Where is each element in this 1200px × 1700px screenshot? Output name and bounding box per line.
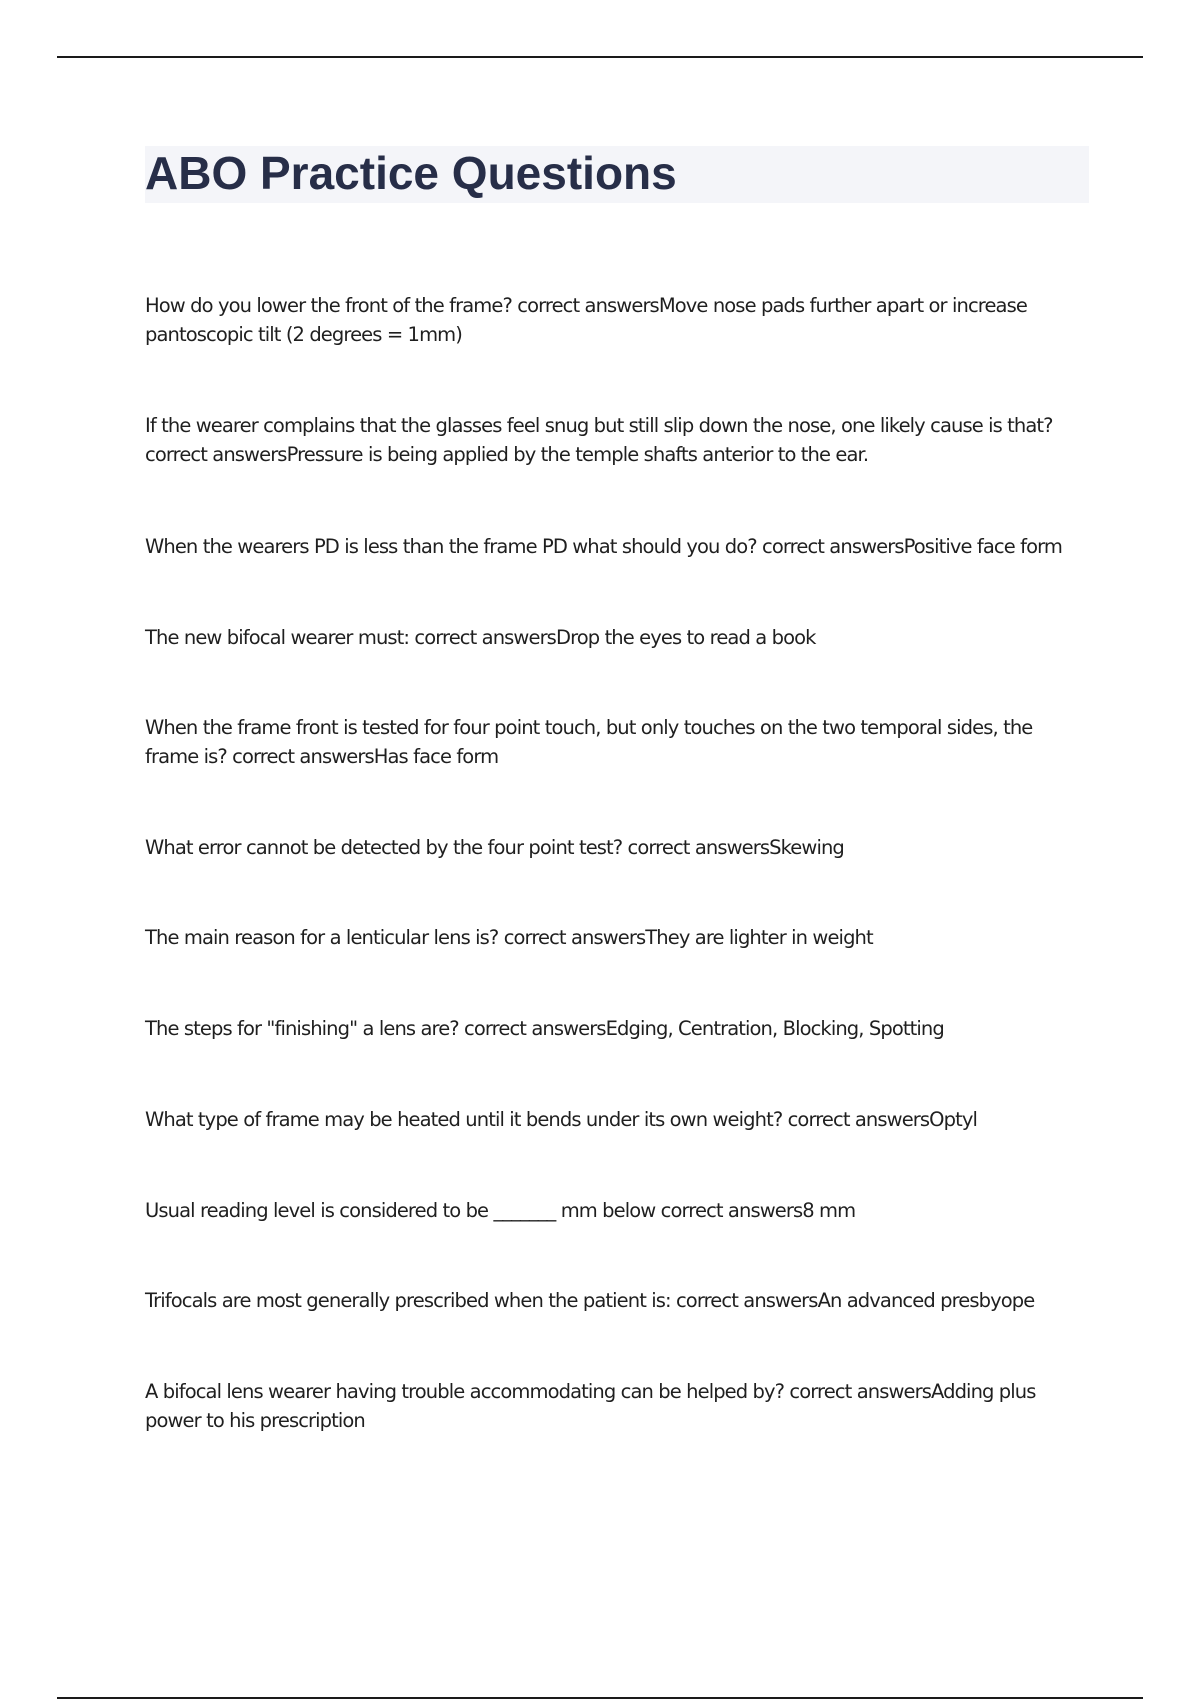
answer-label: correct answers bbox=[511, 294, 659, 317]
question-text: The new bifocal wearer must: bbox=[145, 626, 410, 649]
answer-text: An advanced presbyope bbox=[817, 1289, 1035, 1312]
qa-item bbox=[145, 291, 1080, 349]
question-text: How do you lower the front of the frame? bbox=[145, 294, 512, 317]
question-text: Usual reading level is considered to be _______ mm below bbox=[145, 1199, 656, 1222]
answer-label: correct answers bbox=[458, 1017, 606, 1040]
qa-item bbox=[145, 1377, 1080, 1435]
answer-text: 8 mm bbox=[802, 1199, 856, 1222]
bottom-divider bbox=[57, 1697, 1143, 1699]
qa-item bbox=[145, 1196, 1080, 1225]
qa-item bbox=[145, 411, 1080, 469]
qa-item bbox=[145, 1105, 1080, 1134]
page-title: ABO Practice Questions bbox=[145, 147, 677, 199]
question-text: The main reason for a lenticular lens is? bbox=[145, 926, 499, 949]
top-divider bbox=[57, 56, 1143, 58]
question-text: Trifocals are most generally prescribed when the patient is: bbox=[145, 1289, 671, 1312]
answer-label: correct answers bbox=[670, 1289, 818, 1312]
qa-item bbox=[145, 713, 1080, 771]
answer-label: correct answers bbox=[145, 443, 287, 466]
question-text: A bifocal lens wearer having trouble accommodating can be helped by? bbox=[145, 1380, 785, 1403]
answer-text: Pressure is being applied by the temple shafts anterior to the ear. bbox=[286, 443, 869, 466]
answer-text: Drop the eyes to read a book bbox=[555, 626, 816, 649]
answer-text: Edging, Centration, Blocking, Spotting bbox=[605, 1017, 944, 1040]
question-text: When the wearers PD is less than the frame PD what should you do? bbox=[145, 535, 757, 558]
answer-text: Skewing bbox=[769, 836, 844, 859]
qa-item bbox=[145, 1286, 1080, 1315]
answer-label: correct answers bbox=[655, 1199, 803, 1222]
qa-item bbox=[145, 532, 1080, 561]
question-text: When the frame front is tested for four point touch, but only touches on the two temporal sides, the frame is? bbox=[145, 716, 1033, 768]
answer-label: correct answers bbox=[226, 745, 374, 768]
answer-label: correct answers bbox=[409, 626, 556, 649]
answer-label: correct answers bbox=[782, 1108, 930, 1131]
question-text: What error cannot be detected by the four point test? bbox=[145, 836, 623, 859]
answer-label: correct answers bbox=[498, 926, 646, 949]
answer-text: Positive face form bbox=[903, 535, 1062, 558]
question-text: The steps for "finishing" a lens are? bbox=[145, 1017, 459, 1040]
answer-text: Adding plus power to his prescription bbox=[145, 1380, 1036, 1432]
question-text: If the wearer complains that the glasses feel snug but still slip down the nose, one likely cause is that? bbox=[145, 414, 1053, 437]
answer-text: Has face form bbox=[373, 745, 499, 768]
qa-item bbox=[145, 833, 1080, 862]
qa-item bbox=[145, 923, 1080, 952]
qa-item bbox=[145, 623, 1080, 652]
question-text: What type of frame may be heated until it bends under its own weight? bbox=[145, 1108, 783, 1131]
answer-text: Move nose pads further apart or increase pantoscopic tilt (2 degrees = 1mm) bbox=[145, 294, 1027, 346]
answer-text: They are lighter in weight bbox=[645, 926, 873, 949]
answer-label: correct answers bbox=[756, 535, 904, 558]
answer-label: correct answers bbox=[622, 836, 770, 859]
answer-label: correct answers bbox=[784, 1380, 931, 1403]
qa-item bbox=[145, 1014, 1080, 1043]
answer-text: Optyl bbox=[929, 1108, 978, 1131]
